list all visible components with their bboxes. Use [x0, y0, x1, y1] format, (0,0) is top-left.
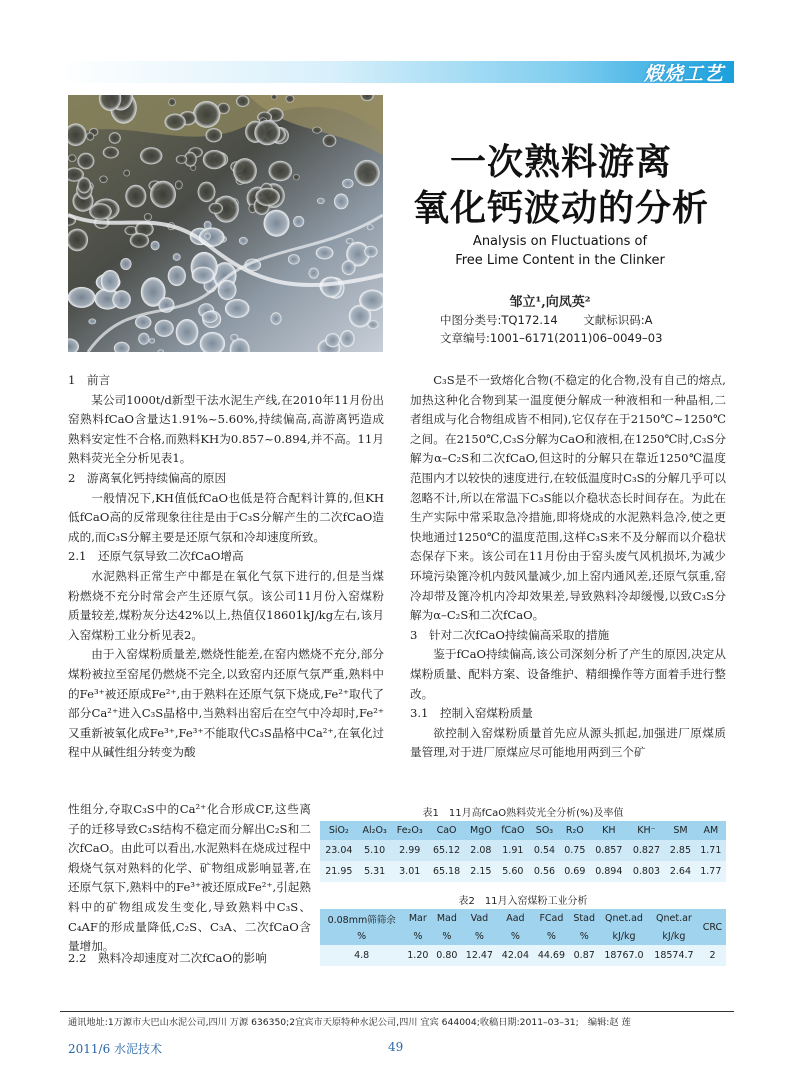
table-cell: 21.95	[320, 861, 358, 882]
texture-cell	[323, 135, 337, 147]
table-cell: 1.91	[496, 840, 529, 861]
table-header-cell: SO₃	[529, 821, 559, 840]
heading-3: 3 针对二次fCaO持续偏高采取的措施	[410, 627, 610, 642]
table-cell: 44.69	[533, 945, 569, 966]
texture-cell	[99, 176, 107, 183]
texture-cell	[168, 98, 175, 106]
table2-caption: 表2 11月入窑煤粉工业分析	[458, 896, 588, 907]
texture-cell	[103, 147, 119, 159]
title-english	[400, 232, 720, 270]
texture-cell	[198, 182, 216, 203]
texture-cell	[317, 198, 325, 204]
footer-rule	[60, 1011, 734, 1012]
texture-cell	[130, 233, 149, 248]
texture-cell	[225, 299, 250, 318]
texture-cell	[202, 311, 218, 323]
texture-cell	[175, 181, 183, 190]
texture-cell	[77, 153, 94, 169]
table-row	[320, 861, 726, 882]
table-cell: 1.71	[696, 840, 726, 861]
texture-cell	[269, 161, 293, 181]
texture-cell	[112, 290, 131, 309]
table-cell: 2.99	[392, 840, 428, 861]
footnote: 通讯地址:1万源市大巴山水泥公司,四川 万源 636350;2宜宾市天原特种水泥公司,四川 宜宾 644004;收稿日期:2011–03–31; 编辑:赵 莲	[68, 1017, 631, 1028]
table-unit-cell: %	[320, 928, 403, 945]
texture-cell	[230, 334, 238, 341]
table-row	[320, 840, 726, 861]
page-number: 49	[388, 1040, 404, 1054]
texture-cell	[271, 312, 282, 324]
heading-2: 2 游离氧化钙持续偏高的原因	[68, 470, 227, 485]
table-cell: 0.803	[628, 861, 666, 882]
table-unit-cell: kJ/kg	[649, 928, 699, 945]
texture-cell	[354, 160, 379, 186]
table-cell: 2	[699, 945, 726, 966]
table1-header-row	[320, 821, 726, 840]
paragraph-4-continued: 性组分,夺取C₃S中的Ca²⁺化合形成CF,这些离子的迁移导致C₃S结构不稳定而分解出C₂S和二次fCaO。由此可以看出,水泥熟料在烧成过程中煅烧气氛对熟料的化学、矿物组成影响显著,在还原气氛下,熟料中的Fe³⁺被还原成Fe²⁺,引起熟料中的矿物组成发生变化,导致熟料中C₃S、C₄AF的形成量降低,C₂S、C₃A、二次fCaO含量增加。	[68, 802, 311, 954]
table-unit-cell: %	[432, 928, 461, 945]
table-header-cell: Qnet.ar	[649, 909, 699, 928]
table-cell: 0.894	[590, 861, 628, 882]
table-cell: 5.10	[358, 840, 392, 861]
table-header-cell: Fe₂O₃	[392, 821, 428, 840]
table-header-cell: Vad	[461, 909, 497, 928]
texture-cell	[325, 333, 340, 347]
table-cell: 1.77	[696, 861, 726, 882]
texture-cell	[176, 319, 199, 345]
heading-3-1: 3.1 控制入窑煤粉质量	[410, 706, 533, 721]
table-header-cell: KH	[590, 821, 628, 840]
table-cell: 0.87	[569, 945, 599, 966]
texture-cell	[309, 268, 319, 279]
texture-cell	[288, 254, 300, 264]
texture-cell	[334, 194, 348, 210]
table-cell: 42.04	[497, 945, 533, 966]
paragraph-4: 由于入窑煤粉质量差,燃烧性能差,在窑内燃烧不充分,部分煤粉被拉至窑尾仍燃烧不完全,以致窑内还原气氛严重,熟料中的Fe³⁺被还原成Fe²⁺,由于熟料在还原气氛下烧成,Fe²⁺取代了部分Ca²⁺进入C₃S晶格中,当熟料出窑后在空气中冷却时,Fe²⁺又重新被氧化成Fe³⁺,Fe³⁺不能取代C₃S晶格中Ca²⁺,在氧化过程中从碱性组分转变为酸	[68, 647, 384, 760]
texture-cell	[193, 101, 220, 128]
texture-cell	[68, 287, 96, 308]
table-cell: 0.54	[529, 840, 559, 861]
texture-cell	[150, 181, 176, 208]
table-header-cell: CaO	[428, 821, 466, 840]
cover-photo	[68, 95, 383, 352]
table-header-cell: FCad	[533, 909, 569, 928]
texture-cell	[138, 333, 149, 345]
meta-line-1	[440, 312, 740, 328]
heading-2-1: 2.1 还原气氛导致二次fCaO增高	[68, 549, 244, 564]
texture-cell	[364, 246, 377, 258]
table-header-cell: 0.08mm筛筛余	[320, 909, 403, 928]
texture-cell	[342, 179, 353, 188]
texture-cell	[203, 150, 226, 169]
texture-cell	[286, 95, 295, 103]
texture-cell	[342, 260, 356, 275]
table-cell: 3.01	[392, 861, 428, 882]
table-header-cell: Qnet.ad	[599, 909, 649, 928]
texture-cell	[255, 188, 280, 206]
texture-cell	[168, 266, 186, 286]
table-unit-cell: %	[461, 928, 497, 945]
table-header-cell: KH⁻	[628, 821, 666, 840]
table-cell: 2.08	[465, 840, 496, 861]
title-en-line1: Analysis on Fluctuations of	[472, 234, 648, 249]
texture-cell	[233, 158, 257, 184]
table-header-cell: SiO₂	[320, 821, 358, 840]
texture-cell	[120, 258, 131, 270]
paragraph-7: 欲控制入窑煤粉质量首先应从源头抓起,加强进厂原煤质量管理,对于进厂原煤应尽可能地用两到三个矿	[410, 725, 726, 760]
left-column	[68, 371, 384, 763]
section-tag: 煅烧工艺	[643, 63, 724, 85]
table-header-cell: Al₂O₃	[358, 821, 392, 840]
texture-cell	[68, 154, 77, 161]
texture-cell	[123, 170, 130, 177]
table-header-cell: R₂O	[560, 821, 590, 840]
article-number: 文章编号:1001–6171(2011)06–0049–03	[440, 331, 663, 345]
texture-cell	[144, 213, 152, 221]
table-cell: 0.857	[590, 840, 628, 861]
heading-2-2: 2.2 熟料冷却速度对二次fCaO的影响	[68, 951, 267, 965]
table-cell: 1.20	[403, 945, 432, 966]
texture-cell	[173, 253, 181, 260]
table-unit-cell: %	[497, 928, 533, 945]
table-header-cell: Stad	[569, 909, 599, 928]
table-unit-cell: %	[569, 928, 599, 945]
authors: 邹立¹,向凤英²	[509, 295, 591, 310]
paragraph-2: 一般情况下,KH值低fCaO也低是符合配料计算的,但KH低fCaO高的反常现象往往是由于C₃S分解产生的二次fCaO造成的,而C₃S分解主要是还原气氛和冷却速度所致。	[68, 490, 384, 544]
texture-cell	[239, 237, 248, 245]
table-cell: 65.12	[428, 840, 466, 861]
table-header-cell: MgO	[465, 821, 496, 840]
title-chinese	[388, 140, 734, 232]
title-cn-line2: 氧化钙波动的分析	[412, 188, 709, 229]
title-cn-line1: 一次熟料游离	[449, 142, 672, 183]
table-cell: 4.8	[320, 945, 403, 966]
table-header-cell: AM	[696, 821, 726, 840]
header-band	[60, 61, 734, 83]
texture-cell	[88, 319, 96, 325]
table-cell: 0.80	[432, 945, 461, 966]
texture-cell	[264, 210, 290, 237]
table-header-cell: Mar	[403, 909, 432, 928]
table-cell: 2.64	[665, 861, 695, 882]
table1	[320, 821, 726, 882]
table-cell: 18574.7	[649, 945, 699, 966]
texture-cell	[125, 185, 146, 208]
paragraph-5: C₃S是不一致熔化合物(不稳定的化合物,没有自己的熔点,加热这种化合物到某一温度便分解成一种液相和一种晶相,二者组成与化合物组成皆不相同),它仅存在于2150℃~1250℃之间。在2150℃,C₃S分解为CaO和液相,在1250℃时,C₃S分解为α–C₂S和二次fCaO,但这时的分解只在靠近1250℃温度范围内才以较快的速度进行,在较低温度时C₃S的分解几乎可以忽略不计,所以在常温下C₃S能以介稳状态长时间存在。为此在生产实际中常采取急冷措施,即将烧成的水泥熟料急冷,使之更快地通过1250℃的温度范围,这样C₃S来不及分解而以介稳状态保存下来。该公司在11月份由于窑头废气风机损坏,为减少环境污染篦冷机内鼓风量减少,加上窑内通风差,还原气氛重,窑冷却带及篦冷机内冷却效果差,导致熟料冷却缓慢,以致C₃S分解为α–C₂S和二次fCaO。	[410, 373, 726, 623]
texture-cell	[293, 216, 304, 227]
table-header-cell: SM	[665, 821, 695, 840]
table-cell: 12.47	[461, 945, 497, 966]
left-column-continued	[68, 800, 311, 957]
table-header-cell: fCaO	[496, 821, 529, 840]
texture-cell	[254, 120, 280, 145]
texture-cell	[340, 330, 354, 347]
texture-cell	[149, 338, 155, 343]
table-cell: 5.60	[496, 861, 529, 882]
table-cell: 0.827	[628, 840, 666, 861]
table1-caption: 表1 11月高fCaO熟料荧光全分析(%)及率值	[422, 808, 624, 819]
texture-cell	[86, 133, 94, 141]
title-en-line2: Free Lime Content in the Clinker	[455, 253, 665, 268]
texture-cell	[209, 203, 223, 214]
texture-cell	[312, 127, 322, 134]
classification-number: 中图分类号:TQ172.14	[440, 313, 558, 327]
texture-cell	[316, 246, 334, 259]
table2-units-row	[320, 928, 726, 945]
texture-cell	[176, 155, 187, 164]
texture-cell	[151, 241, 160, 250]
table-header-cell: Aad	[497, 909, 533, 928]
document-code: 文献标识码:A	[583, 313, 653, 327]
table-unit-cell: %	[403, 928, 432, 945]
texture-cell	[204, 233, 210, 240]
texture-cell	[109, 132, 121, 143]
journal-name: 2011/6 水泥技术	[68, 1042, 163, 1056]
texture-cell	[192, 267, 215, 284]
texture-cell	[140, 147, 162, 164]
table-cell: 65.18	[428, 861, 466, 882]
texture-cell	[321, 277, 342, 298]
texture-cell	[199, 228, 225, 247]
texture-cell	[155, 320, 174, 337]
table-cell: 2.15	[465, 861, 496, 882]
table-cell: 2.85	[665, 840, 695, 861]
table-header-cell: CRC	[699, 909, 726, 945]
table-row	[320, 945, 726, 966]
texture-cell	[89, 203, 112, 220]
table-cell: 0.69	[560, 861, 590, 882]
table-cell: 5.31	[358, 861, 392, 882]
texture-cell	[101, 270, 120, 292]
texture-cell	[293, 174, 300, 180]
table-header-cell: Mad	[432, 909, 461, 928]
texture-cell	[368, 320, 379, 329]
right-column	[410, 371, 726, 763]
paragraph-3: 水泥熟料正常生产中都是在氧化气氛下进行的,但是当煤粉燃烧不充分时常会产生还原气氛。该公司11月份入窑煤粉质量较差,煤粉灰分达42%以上,热值仅18601kJ/kg左右,该月入窑煤粉工业分析见表2。	[68, 568, 384, 642]
texture-cell	[206, 128, 223, 142]
paragraph-6: 鉴于fCaO持续偏高,该公司深刻分析了产生的原因,决定从煤粉质量、配料方案、设备维护、精细操作等方面着手进行整改。	[410, 647, 726, 701]
table2-header-row	[320, 909, 726, 928]
texture-cell	[165, 114, 186, 131]
paragraph-1: 某公司1000t/d新型干法水泥生产线,在2010年11月份出窑熟料fCaO含量达1.91%~5.60%,持续偏高,高游离钙造成熟料安定性不合格,而熟料KH为0.857~0.894,并不高。11月熟料荧光全分析见表1。	[68, 392, 384, 466]
table-cell: 0.75	[560, 840, 590, 861]
table-unit-cell: %	[533, 928, 569, 945]
table-unit-cell: kJ/kg	[599, 928, 649, 945]
table2	[320, 909, 726, 966]
table-cell: 18767.0	[599, 945, 649, 966]
texture-cell	[236, 95, 249, 107]
heading-1: 1 前言	[68, 373, 111, 387]
table-cell: 0.56	[529, 861, 559, 882]
table-cell: 23.04	[320, 840, 358, 861]
